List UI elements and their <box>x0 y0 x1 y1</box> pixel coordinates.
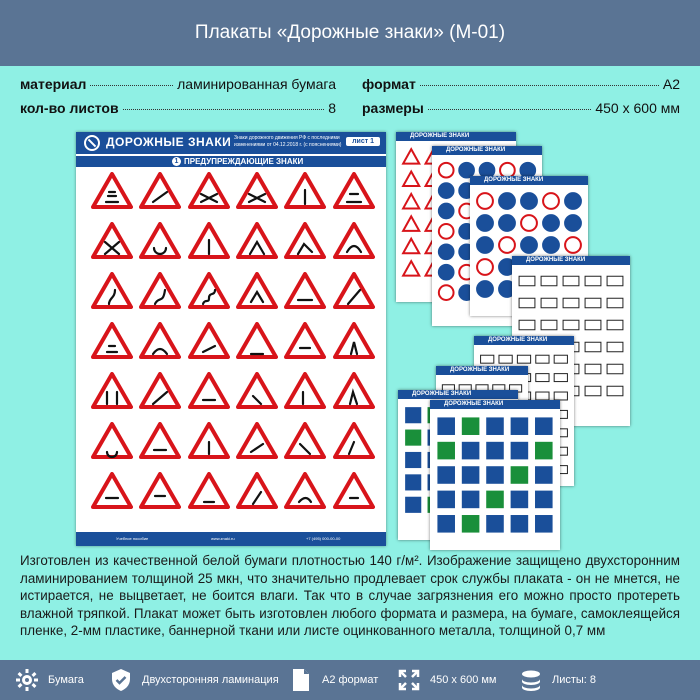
spec-label: кол-во листов <box>20 100 119 116</box>
mini-sign <box>543 193 559 209</box>
poster-footer <box>76 532 386 546</box>
mini-sign <box>585 364 601 374</box>
mini-sign <box>462 466 480 484</box>
mini-sign <box>517 355 530 363</box>
warning-sign <box>330 222 378 272</box>
feature-label: Листы: 8 <box>552 674 597 686</box>
warning-sign-icon <box>333 172 375 210</box>
mini-sign <box>439 285 454 300</box>
mini-sign <box>541 276 557 286</box>
mini-sign <box>439 204 454 219</box>
mini-sign <box>403 172 419 187</box>
mini-sign <box>462 515 480 533</box>
feature-sheets <box>518 667 608 693</box>
mini-sign <box>607 320 623 330</box>
warning-sign-icon <box>91 372 133 410</box>
mini-sign <box>519 276 535 286</box>
mini-poster-header <box>398 390 518 399</box>
warning-sign-icon <box>139 322 181 360</box>
warning-sign <box>330 372 378 422</box>
warning-sign-icon <box>139 172 181 210</box>
mini-sign <box>439 163 454 178</box>
mini-sign <box>439 244 454 259</box>
warning-sign <box>88 322 136 372</box>
mini-sign <box>535 442 553 460</box>
spec-material <box>20 76 336 96</box>
mini-poster-header <box>512 256 630 265</box>
mini-sign <box>405 452 421 468</box>
warning-sign <box>330 472 378 522</box>
warning-sign <box>185 272 233 322</box>
warning-sign-icon <box>236 372 278 410</box>
warning-sign-icon <box>284 422 326 460</box>
mini-sign <box>477 281 493 297</box>
warning-sign-icon <box>139 422 181 460</box>
mini-poster-header <box>436 366 528 375</box>
warning-sign <box>233 372 281 422</box>
mini-sign <box>486 515 504 533</box>
warning-sign-icon <box>284 172 326 210</box>
warning-sign <box>185 472 233 522</box>
mini-sign <box>403 149 419 164</box>
mini-sign <box>511 491 529 509</box>
warning-sign-icon <box>188 322 230 360</box>
warning-sign <box>136 322 184 372</box>
poster-sheet-badge: лист 1 <box>346 137 380 146</box>
mini-sign <box>554 355 567 363</box>
mini-sign <box>521 193 537 209</box>
mini-sign-grid <box>434 414 556 544</box>
sign-grid <box>88 172 378 522</box>
warning-sign <box>136 172 184 222</box>
warning-sign <box>136 272 184 322</box>
mini-poster-header <box>474 336 574 345</box>
document-icon <box>288 667 314 693</box>
feature-label: Двухсторонняя ламинация <box>142 674 279 686</box>
mini-sign <box>565 237 581 253</box>
mini-sign <box>405 497 421 513</box>
mini-sign <box>486 417 504 435</box>
warning-sign-icon <box>91 322 133 360</box>
mini-sign <box>585 298 601 308</box>
mini-sign <box>486 491 504 509</box>
mini-sign <box>563 320 579 330</box>
mini-sign <box>563 276 579 286</box>
warning-sign-icon <box>188 472 230 510</box>
mini-sign <box>477 259 493 275</box>
mini-sign <box>607 276 623 286</box>
expand-icon <box>396 667 422 693</box>
mini-sign <box>437 442 455 460</box>
mini-sign <box>585 276 601 286</box>
spec-label: формат <box>362 76 416 92</box>
mini-sign <box>405 474 421 490</box>
warning-sign-icon <box>236 422 278 460</box>
warning-sign <box>281 272 329 322</box>
warning-sign-icon <box>333 322 375 360</box>
mini-sign <box>535 466 553 484</box>
spec-sheets <box>20 100 336 120</box>
mini-sign <box>437 466 455 484</box>
warning-sign <box>330 172 378 222</box>
gear-icon <box>14 667 40 693</box>
mini-poster-title: ДОРОЖНЫЕ ЗНАКИ <box>484 177 544 183</box>
features-bar <box>0 660 700 700</box>
warning-sign <box>88 172 136 222</box>
mini-sign <box>607 342 623 352</box>
warning-sign-icon <box>333 272 375 310</box>
warning-sign <box>88 372 136 422</box>
layers-icon <box>518 667 544 693</box>
mini-sign <box>437 515 455 533</box>
mini-sign <box>403 194 419 209</box>
mini-sign <box>536 392 549 400</box>
mini-poster-title: ДОРОЖНЫЕ ЗНАКИ <box>450 367 510 373</box>
warning-sign-icon <box>284 472 326 510</box>
warning-sign <box>330 322 378 372</box>
mini-sign <box>511 515 529 533</box>
mini-sign <box>462 442 480 460</box>
feature-lamination <box>108 667 288 693</box>
feature-label: Бумага <box>48 674 84 686</box>
warning-sign <box>185 372 233 422</box>
mini-sign <box>403 239 419 254</box>
feature-paper <box>14 667 108 693</box>
mini-sign <box>462 417 480 435</box>
mini-sign <box>403 261 419 276</box>
warning-sign-icon <box>284 322 326 360</box>
mini-sign <box>511 442 529 460</box>
mini-sign <box>565 193 581 209</box>
no-entry-icon <box>84 135 100 151</box>
mini-poster-title: ДОРОЖНЫЕ ЗНАКИ <box>410 133 470 139</box>
header-bar <box>0 0 700 66</box>
mini-sign <box>585 386 601 396</box>
warning-sign-icon <box>91 422 133 460</box>
spec-dots <box>123 109 325 110</box>
mini-poster-header <box>470 176 588 185</box>
warning-sign <box>136 472 184 522</box>
warning-sign <box>233 322 281 372</box>
mini-sign <box>403 216 419 231</box>
warning-sign <box>88 272 136 322</box>
warning-sign <box>185 222 233 272</box>
mini-sign <box>519 298 535 308</box>
poster-title: ДОРОЖНЫЕ ЗНАКИ <box>106 135 232 149</box>
warning-sign <box>330 422 378 472</box>
warning-sign-icon <box>91 472 133 510</box>
warning-sign <box>88 422 136 472</box>
warning-sign <box>233 422 281 472</box>
warning-sign <box>281 372 329 422</box>
warning-sign <box>281 422 329 472</box>
warning-sign-icon <box>139 272 181 310</box>
spec-value: 450 х 600 мм <box>595 100 680 116</box>
mini-sign <box>499 355 512 363</box>
mini-sign <box>477 215 493 231</box>
poster-header <box>76 132 386 154</box>
warning-sign-icon <box>236 472 278 510</box>
warning-sign-icon <box>139 372 181 410</box>
warning-sign-icon <box>333 222 375 260</box>
warning-sign-icon <box>333 422 375 460</box>
poster-preview <box>76 132 386 546</box>
mini-sign <box>511 417 529 435</box>
warning-sign-icon <box>284 222 326 260</box>
mini-sign <box>519 320 535 330</box>
spec-value: А2 <box>662 76 680 92</box>
mini-sign <box>535 417 553 435</box>
mini-sign <box>535 491 553 509</box>
warning-sign <box>233 172 281 222</box>
warning-sign-icon <box>91 222 133 260</box>
warning-sign <box>136 372 184 422</box>
page-title: Плакаты «Дорожные знаки» (М-01) <box>194 22 506 43</box>
mini-sign <box>462 491 480 509</box>
product-description: Изготовлен из качественной белой бумаги плотностью 140 г/м². Изображение защищено двухсторонним ламинированием толщиной 25 мкн, что значительно продлевает срок службы плаката - он не мнется, не истирается, не выцветает, не боится влаги. Так что в случае загрязнения его можно просто протереть влажной тряпкой. Плакат может быть изготовлен любого формата и размера, на бумаге, самоклеящейся пленке, 2-мм пластике, баннерной ткани или листе оцинкованного металла, толщиной 0,7 мм <box>20 553 680 639</box>
warning-sign-icon <box>188 172 230 210</box>
feature-size <box>396 667 518 693</box>
mini-sign <box>437 491 455 509</box>
mini-sign <box>481 355 494 363</box>
mini-sign <box>439 224 454 239</box>
spec-dots <box>420 85 659 86</box>
warning-sign <box>136 222 184 272</box>
spec-label: размеры <box>362 100 424 116</box>
mini-sign <box>585 342 601 352</box>
mini-sign <box>499 237 515 253</box>
mini-sign <box>536 374 549 382</box>
mini-sign <box>439 183 454 198</box>
spec-value: ламинированная бумага <box>177 76 336 92</box>
section-title: ПРЕДУПРЕЖДАЮЩИЕ ЗНАКИ <box>184 157 304 166</box>
mini-sign <box>543 215 559 231</box>
footer-text: Учебное пособие <box>116 536 149 541</box>
mini-sign <box>439 265 454 280</box>
feature-format <box>288 667 396 693</box>
specs-table <box>20 76 680 124</box>
mini-sign <box>563 298 579 308</box>
mini-sign <box>477 193 493 209</box>
warning-sign-icon <box>333 372 375 410</box>
spec-dots <box>90 85 173 86</box>
mini-sign <box>477 237 493 253</box>
warning-sign <box>185 422 233 472</box>
feature-label: 450 х 600 мм <box>430 674 497 686</box>
mini-sign <box>554 392 567 400</box>
warning-sign-icon <box>333 472 375 510</box>
warning-sign <box>281 472 329 522</box>
warning-sign-icon <box>236 322 278 360</box>
mini-poster-header <box>432 146 542 155</box>
warning-sign-icon <box>284 372 326 410</box>
mini-sign <box>535 515 553 533</box>
warning-sign <box>281 322 329 372</box>
mini-sign <box>554 374 567 382</box>
warning-sign-icon <box>91 272 133 310</box>
footer-text: www.znaki.ru <box>211 536 235 541</box>
spec-format <box>362 76 680 96</box>
warning-sign-icon <box>188 422 230 460</box>
mini-sign <box>607 386 623 396</box>
mini-sign <box>405 407 421 423</box>
warning-sign-icon <box>188 372 230 410</box>
warning-sign <box>281 222 329 272</box>
warning-sign <box>88 222 136 272</box>
mini-poster-title: ДОРОЖНЫЕ ЗНАКИ <box>444 401 504 407</box>
warning-sign-icon <box>139 222 181 260</box>
mini-poster-title: ДОРОЖНЫЕ ЗНАКИ <box>488 337 548 343</box>
spec-label: материал <box>20 76 87 92</box>
warning-sign <box>281 172 329 222</box>
mini-sign <box>541 320 557 330</box>
mini-sign <box>607 364 623 374</box>
feature-label: А2 формат <box>322 674 379 686</box>
mini-sign <box>565 215 581 231</box>
spec-value: 8 <box>328 100 336 116</box>
spec-size <box>362 100 680 120</box>
warning-sign-icon <box>188 222 230 260</box>
warning-sign-icon <box>188 272 230 310</box>
mini-poster-title: ДОРОЖНЫЕ ЗНАКИ <box>446 147 506 153</box>
warning-sign-icon <box>236 272 278 310</box>
mini-poster-header <box>396 132 516 141</box>
mini-sign <box>543 237 559 253</box>
mini-sign <box>521 215 537 231</box>
shield-check-icon <box>108 667 134 693</box>
mini-sign <box>405 430 421 446</box>
warning-sign-icon <box>91 172 133 210</box>
mini-sign <box>486 442 504 460</box>
poster-note: Знаки дорожного движения РФ с последними изменениями от 04.12.2018 г. (с пояснениями) <box>234 135 342 148</box>
warning-sign <box>185 322 233 372</box>
warning-sign-icon <box>236 222 278 260</box>
warning-sign <box>330 272 378 322</box>
mini-poster-title: ДОРОЖНЫЕ ЗНАКИ <box>412 391 472 397</box>
mini-poster <box>430 400 560 550</box>
mini-sign <box>511 466 529 484</box>
mini-poster-title: ДОРОЖНЫЕ ЗНАКИ <box>526 257 586 263</box>
mini-sign <box>437 417 455 435</box>
warning-sign-icon <box>236 172 278 210</box>
poster-section-header <box>76 156 386 167</box>
mini-sign <box>541 298 557 308</box>
mini-sign <box>585 320 601 330</box>
warning-sign <box>233 272 281 322</box>
mini-sign <box>521 237 537 253</box>
warning-sign <box>88 472 136 522</box>
mini-sign <box>536 355 549 363</box>
warning-sign <box>233 222 281 272</box>
warning-sign <box>233 472 281 522</box>
warning-sign-icon <box>139 472 181 510</box>
spec-dots <box>428 109 592 110</box>
mini-poster-header <box>430 400 560 409</box>
warning-sign <box>185 172 233 222</box>
mini-sign <box>607 298 623 308</box>
mini-sign <box>499 215 515 231</box>
mini-sign <box>486 466 504 484</box>
section-number: 1 <box>172 157 181 166</box>
warning-sign <box>136 422 184 472</box>
footer-text: +7 (495) 000-00-00 <box>306 536 341 541</box>
warning-sign-icon <box>284 272 326 310</box>
mini-sign <box>499 193 515 209</box>
